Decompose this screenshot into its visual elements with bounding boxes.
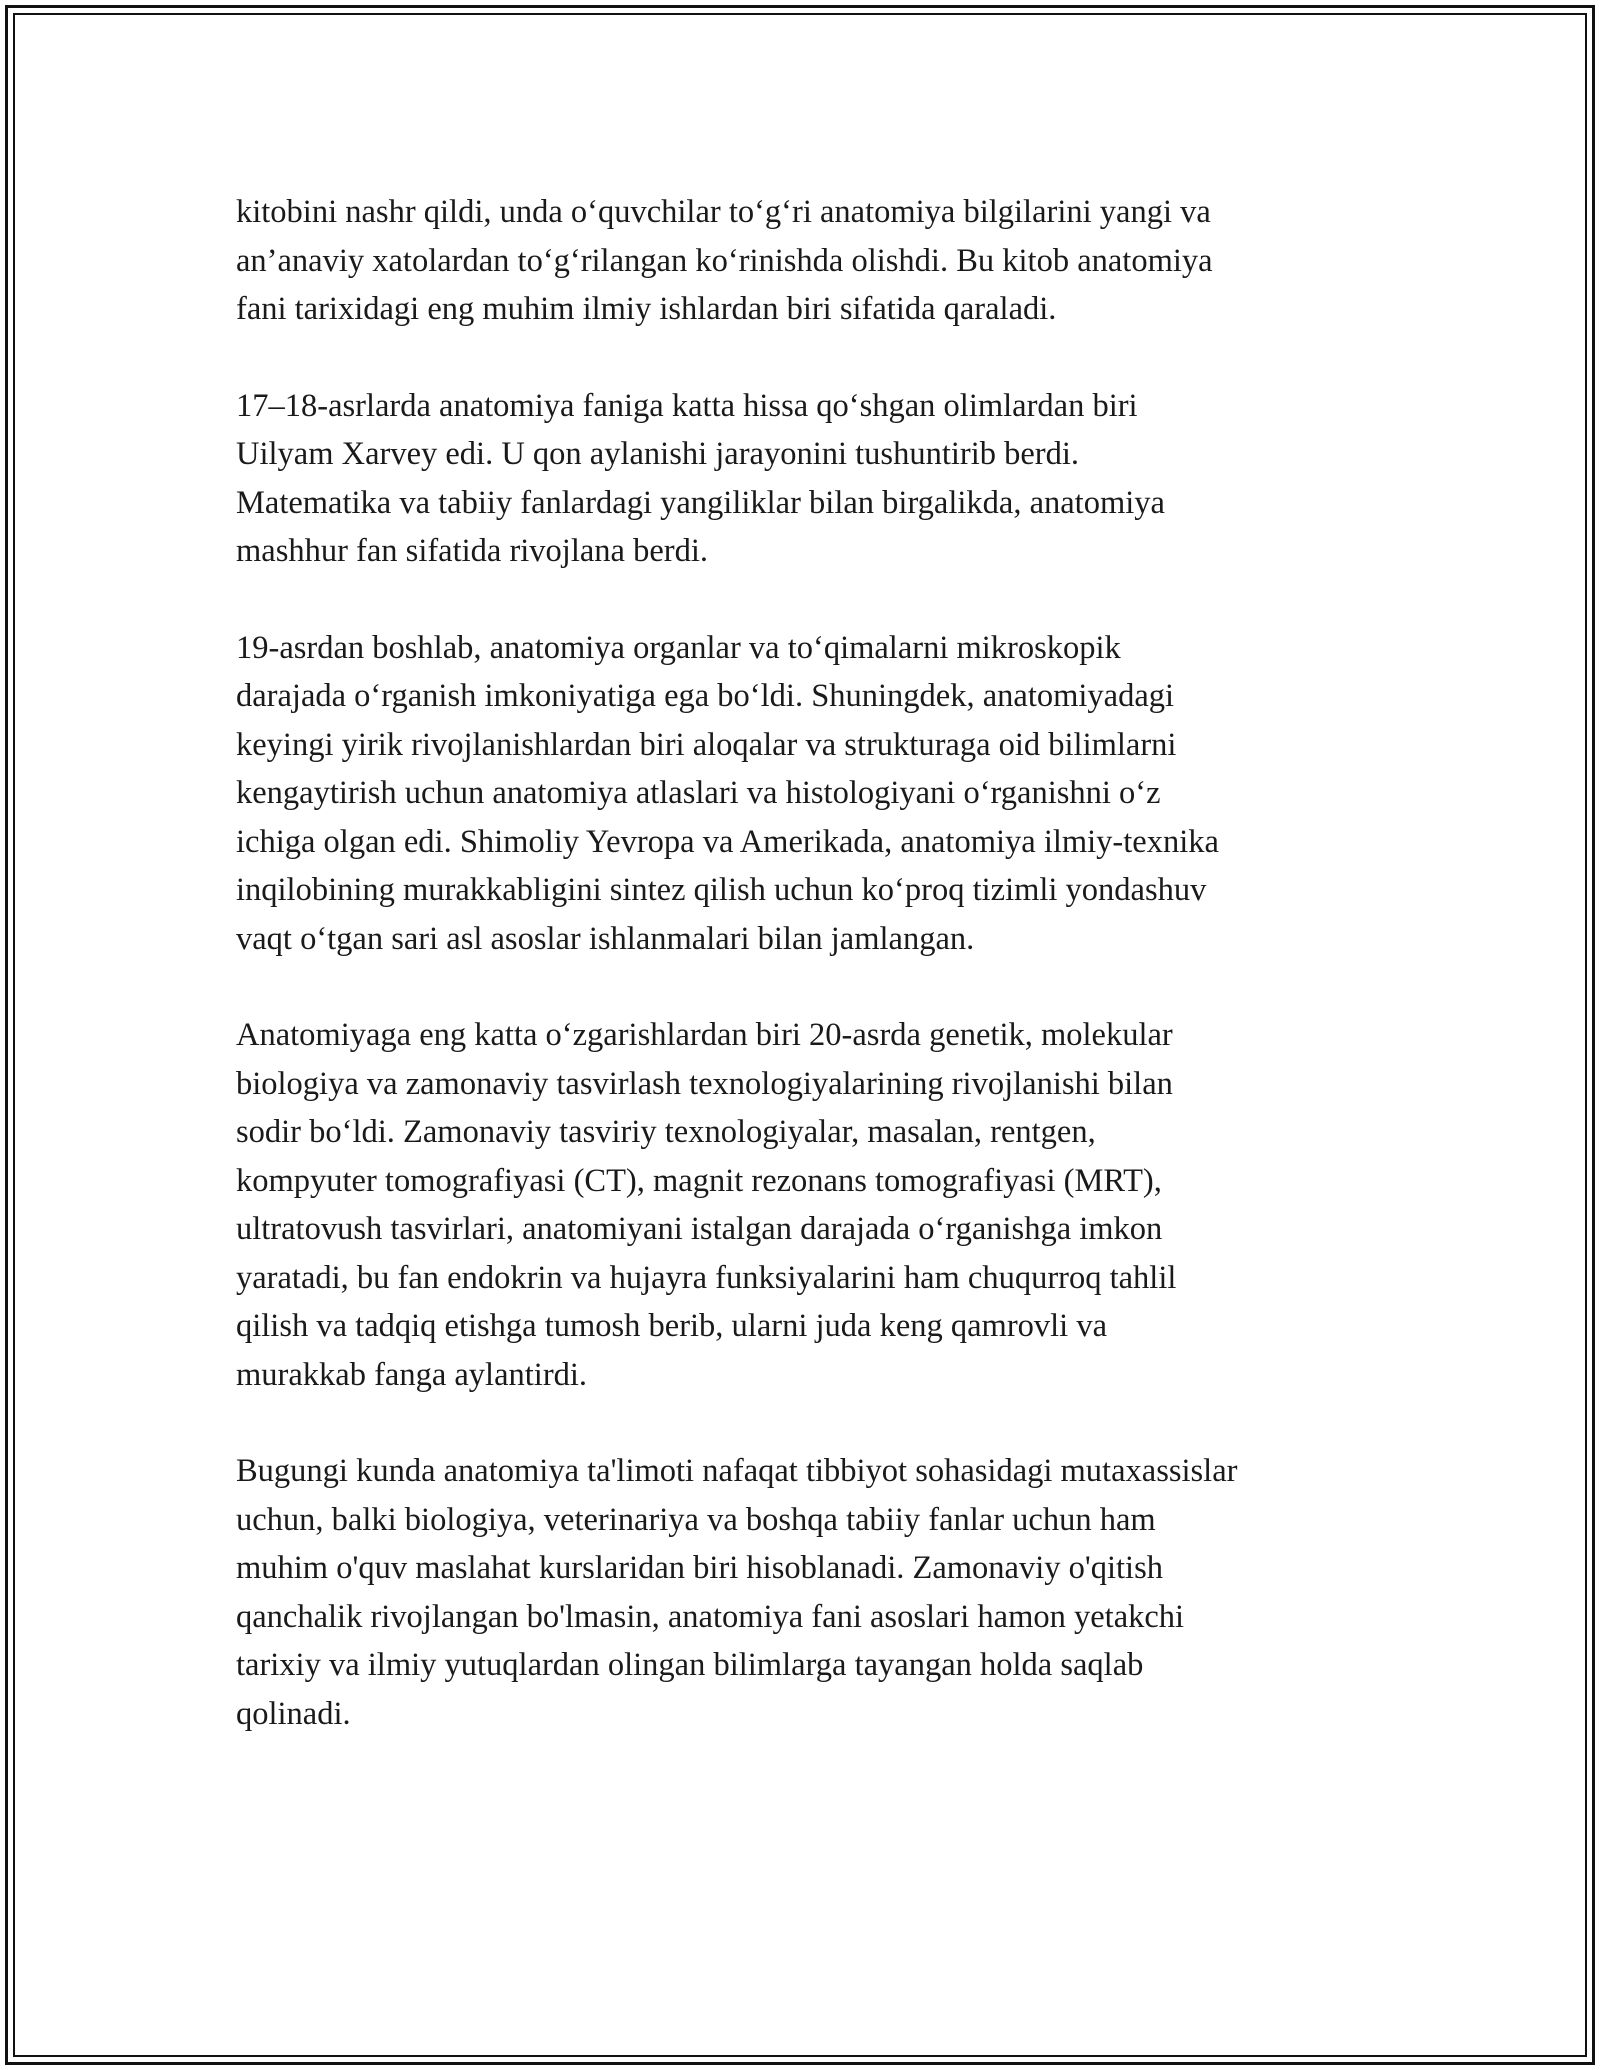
text-line: Anatomiyaga eng katta o‘zgarishlardan biri 20-asrda genetik, molekular xyxy=(236,1017,1173,1053)
text-line: kitobini nashr qildi, unda o‘quvchilar to‘g‘ri anatomiya bilgilarini yangi va xyxy=(236,194,1211,230)
text-line: sodir bo‘ldi. Zamonaviy tasviriy texnologiyalar, masalan, rentgen, xyxy=(236,1114,1096,1150)
text-line: kengaytirish uchun anatomiya atlaslari va histologiyani o‘rganishni o‘z xyxy=(236,775,1161,811)
text-line: Matematika va tabiiy fanlardagi yangiliklar bilan birgalikda, anatomiya xyxy=(236,484,1165,521)
text-line: 19-asrdan boshlab, anatomiya organlar va to‘qimalarni mikroskopik xyxy=(236,629,1121,666)
text-line: biologiya va zamonaviy tasvirlash texnologiyalarining rivojlanishi bilan xyxy=(236,1065,1173,1102)
text-line: qilish va tadqiq etishga tumosh berib, ularni juda keng qamrovli va xyxy=(236,1308,1108,1344)
text-line: Bugungi kunda anatomiya ta'limoti nafaqat tibbiyot sohasidagi mutaxassislar xyxy=(236,1453,1238,1489)
paragraph-5 xyxy=(236,1447,1376,1738)
text-line: 17–18-asrlarda anatomiya faniga katta hissa qo‘shgan olimlardan biri xyxy=(236,387,1138,424)
text-line: qanchalik rivojlangan bo'lmasin, anatomiya fani asoslari hamon yetakchi xyxy=(236,1598,1185,1635)
paragraph-4 xyxy=(236,1011,1376,1399)
text-line: tarixiy va ilmiy yutuqlardan olingan bilimlarga tayangan holda saqlab xyxy=(236,1647,1144,1683)
text-line: ichiga olgan edi. Shimoliy Yevropa va Amerikada, anatomiya ilmiy-texnika xyxy=(236,823,1219,860)
text-line: qolinadi. xyxy=(236,1695,351,1732)
text-line: Uilyam Xarvey edi. U qon aylanishi jarayonini tushuntirib berdi. xyxy=(236,436,1080,472)
paragraph-1 xyxy=(236,188,1376,334)
text-line: fani tarixidagi eng muhim ilmiy ishlardan biri sifatida qaraladi. xyxy=(236,291,1057,327)
text-line: ultratovush tasvirlari, anatomiyani istalgan darajada o‘rganishga imkon xyxy=(236,1211,1163,1247)
text-line: inqilobining murakkabligini sintez qilish uchun ko‘proq tizimli yondashuv xyxy=(236,872,1207,908)
document-body xyxy=(236,188,1376,1786)
text-line: kompyuter tomografiyasi (CT), magnit rezonans tomografiyasi (MRT), xyxy=(236,1162,1162,1199)
text-line: yaratadi, bu fan endokrin va hujayra funksiyalarini ham chuqurroq tahlil xyxy=(236,1259,1177,1296)
text-line: vaqt o‘tgan sari asl asoslar ishlanmalari bilan jamlangan. xyxy=(236,920,975,957)
paragraph-3 xyxy=(236,624,1376,964)
text-line: darajada o‘rganish imkoniyatiga ega bo‘ldi. Shuningdek, anatomiyadagi xyxy=(236,678,1175,714)
text-line: an’anaviy xatolardan to‘g‘rilangan ko‘rinishda olishdi. Bu kitob anatomiya xyxy=(236,242,1213,279)
paragraph-2 xyxy=(236,382,1376,576)
text-line: uchun, balki biologiya, veterinariya va boshqa tabiiy fanlar uchun ham xyxy=(236,1501,1156,1538)
text-line: keyingi yirik rivojlanishlardan biri aloqalar va strukturaga oid bilimlarni xyxy=(236,726,1177,763)
text-line: muhim o'quv maslahat kurslaridan biri hisoblanadi. Zamonaviy o'qitish xyxy=(236,1550,1163,1586)
text-line: mashhur fan sifatida rivojlana berdi. xyxy=(236,533,708,569)
text-line: murakkab fanga aylantirdi. xyxy=(236,1356,588,1393)
